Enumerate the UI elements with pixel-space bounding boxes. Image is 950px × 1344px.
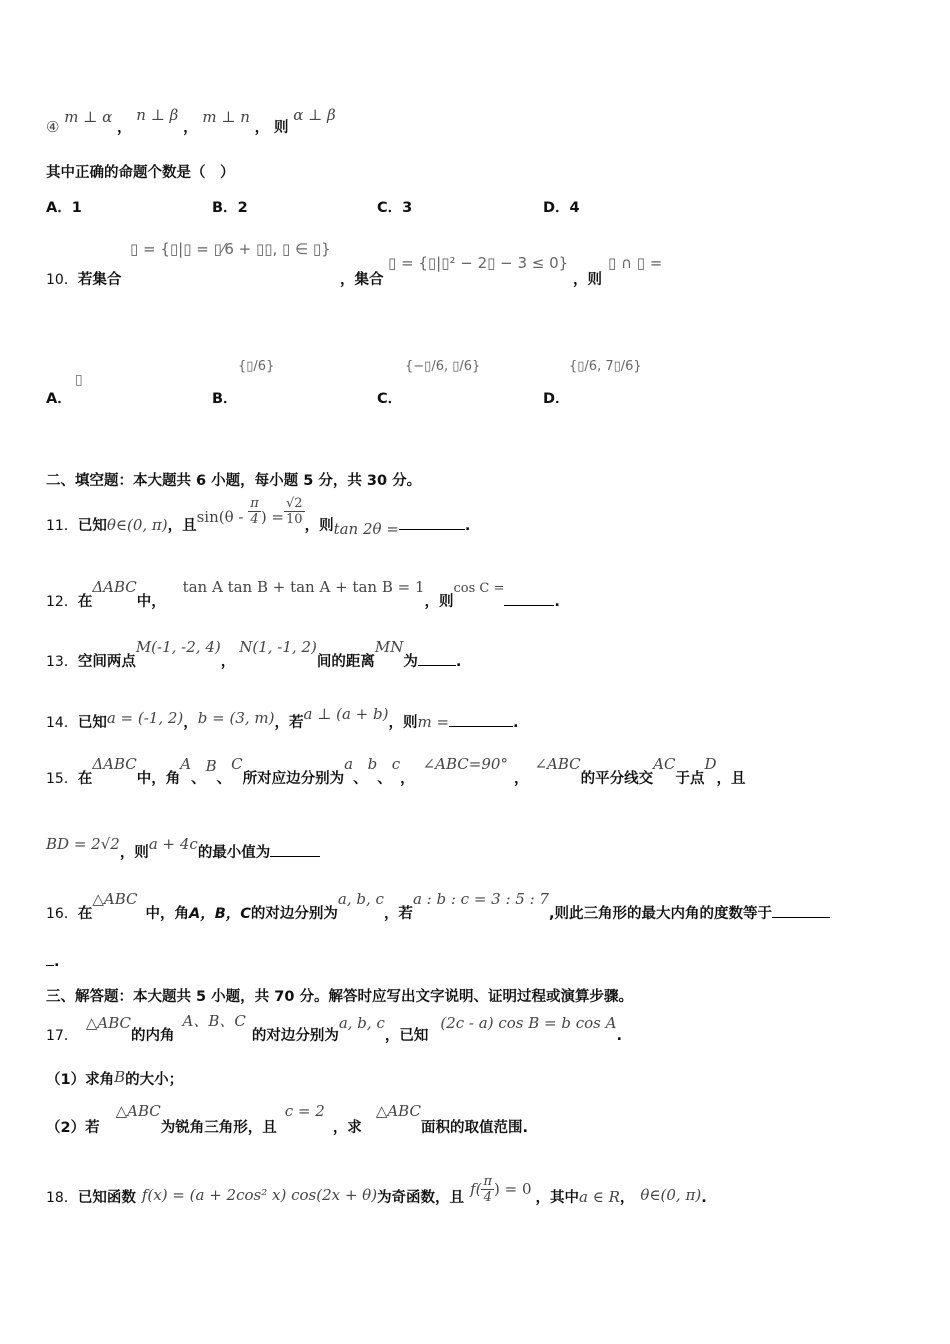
answer-blank-continued[interactable] xyxy=(46,951,54,966)
answer-blank[interactable] xyxy=(449,724,513,727)
question-number: 13． xyxy=(46,654,78,670)
q10-option-b-label: B． xyxy=(212,391,238,407)
section-2-heading: 二、填空题：本大题共 6 小题，每小题 5 分，共 30 分。 xyxy=(46,473,422,489)
q9-item4: ④ m ⊥ α ， n ⊥ β ， m ⊥ n ， 则 α ⊥ β xyxy=(46,106,336,136)
question-number: 10． xyxy=(46,272,78,288)
q9-option-b: B．2 xyxy=(212,200,248,216)
question-number: 16． xyxy=(46,906,78,922)
q10-option-a-value: ▯ xyxy=(75,372,83,388)
question-17: 17．△ABC的内角A、B、C的对边分别为a, b, c，已知(2c - a) cos B = b cos A. xyxy=(46,1012,622,1044)
q10-option-d-label: D． xyxy=(543,391,570,407)
question-17-part-1: （1）求角B的大小； xyxy=(46,1068,184,1088)
q10-option-c-label: C． xyxy=(377,391,403,407)
question-16-continued: . xyxy=(46,951,60,970)
condition-m-perp-n: m ⊥ n xyxy=(202,108,250,126)
q9-option-c: C．3 xyxy=(377,200,413,216)
question-number: 17． xyxy=(46,1028,78,1044)
answer-blank[interactable] xyxy=(270,854,320,857)
question-15: 15．在ΔABC中，角A、B、C所对应边分别为a、b、c，∠ABC=90°，∠ABC的平分线交AC于点D，且 xyxy=(46,755,746,787)
q10-option-c-value: {−▯/6, ▯/6} xyxy=(405,359,481,374)
item4-mark: ④ xyxy=(46,118,60,136)
question-number: 11． xyxy=(46,517,78,534)
question-number: 18． xyxy=(46,1189,78,1206)
q10-option-b-value: {▯/6} xyxy=(238,359,275,374)
q10-option-a-label: A． xyxy=(46,391,72,407)
question-13: 13．空间两点M(-1, -2, 4)，N(1, -1, 2)间的距离MN为 . xyxy=(46,638,462,670)
question-number: 14． xyxy=(46,715,78,731)
question-18: 18．已知函数 f(x) = (a + 2cos² x) cos(2x + θ)为奇函数，且 f( $\frac{\pi}{4}$ ) = 0 ，其中a ∈ R， θ∈(0, π). xyxy=(46,1174,707,1206)
intersection-image: ▯ ∩ ▯ = xyxy=(608,254,663,272)
question-12: 12．在ΔABC中， tan A tan B + tan A + tan B = 1，则cos C =. xyxy=(46,578,560,610)
question-14: 14．已知a = (-1, 2)，b = (3, m)，若a ⊥ (a + b)，则m = . xyxy=(46,705,519,731)
section-3-heading: 三、解答题：本大题共 5 小题，共 70 分。解答时应写出文字说明、证明过程或演算步骤。 xyxy=(46,989,633,1005)
question-17-part-2: （2）若△ABC为锐角三角形，且c = 2，求△ABC面积的取值范围. xyxy=(46,1102,528,1136)
conclusion-alpha-perp-beta: α ⊥ β xyxy=(293,106,336,124)
question-number: 12． xyxy=(46,594,78,610)
condition-m-perp-alpha: m ⊥ α xyxy=(64,108,113,126)
answer-blank[interactable] xyxy=(504,603,554,606)
q9-stem: 其中正确的命题个数是（ ） xyxy=(46,165,235,181)
q9-option-a: A．1 xyxy=(46,200,82,216)
set-a-image: ▯ = {▯|▯ = ▯⁄6 + ▯▯, ▯ ∈ ▯} xyxy=(130,240,331,258)
q9-option-d: D．4 xyxy=(543,200,580,216)
answer-blank[interactable] xyxy=(772,915,830,918)
answer-blank[interactable] xyxy=(418,663,456,666)
q10-option-d-value: {▯/6, 7▯/6} xyxy=(569,359,642,374)
set-b-image: ▯ = {▯|▯² − 2▯ − 3 ≤ 0} xyxy=(388,254,569,272)
question-number: 15． xyxy=(46,771,78,787)
condition-n-perp-beta: n ⊥ β xyxy=(136,106,179,124)
answer-blank[interactable] xyxy=(399,527,465,530)
question-16: 16．在△ABC中，角A，B，C的对边分别为a, b, c，若a : b : c = 3 : 5 : 7,则此三角形的最大内角的度数等于 xyxy=(46,888,830,909)
question-15-continued: BD = 2√2，则a + 4c的最小值为 xyxy=(46,833,320,854)
question-11: 11．已知θ∈(0, π)，且sin(θ - $\frac{\pi}{4}$ ) = $\frac{√2}{10}$ ，则tan 2θ = . xyxy=(46,496,471,538)
